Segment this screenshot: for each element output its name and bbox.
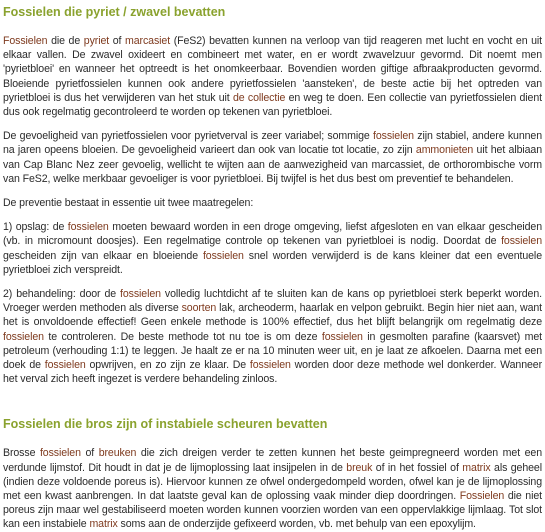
text-run: die de: [47, 35, 84, 47]
inline-link[interactable]: fossielen: [373, 130, 414, 143]
text-run: opwrijven, en zo zijn ze klaar. De: [85, 359, 250, 372]
inline-link[interactable]: Fossielen: [3, 35, 48, 47]
inline-link[interactable]: breuken: [98, 447, 137, 460]
inline-link[interactable]: matrix: [462, 461, 491, 474]
text-run: snel worden verwijderd is de kans kleiner dat een eventuele pyrietbloei zich verspreidt.: [3, 249, 542, 276]
inline-link[interactable]: de collectie: [232, 91, 286, 104]
text-run: die zich dreigen verder te zetten kunnen het beste geimpregneerd worden met een verdunde lijmstof. Dit houdt in dat je de lijmoplossing laat insijpelen in de: [3, 447, 542, 474]
text-run: soms aan de onderzijde gefixeerd worden, vb. met behulp van een epoxylijm.: [117, 518, 476, 531]
text-run: in gesmolten parafine (kaarsvet) met petroleum (verhouding 1:1) te leggen. Je haalt ze er na 10 minuten weer uit, en je laat ze afkoelen. Daarna met een doek de: [3, 330, 542, 372]
text-run: zijn stabiel, andere kunnen na jaren opeens bloeien. De gevoeligheid varieert dan ook van locatie tot locatie, zo zijn: [3, 130, 542, 157]
section-heading-bros: Fossielen die bros zijn of instabiele scheuren bevatten: [3, 417, 328, 432]
inline-link[interactable]: fossielen: [120, 288, 161, 301]
inline-link[interactable]: marcasiet: [125, 35, 171, 47]
text-run: die niet poreus zijn maar wel gestabiliseerd moeten worden kunnen voorzien worden van een oppervlakkige lijmlaag. Tot slot kan een instabiele: [3, 490, 542, 531]
inline-link[interactable]: fossielen: [202, 249, 244, 262]
paragraph: [3, 287, 542, 386]
text-run: moeten bewaard worden in een droge omgeving, liefst afgesloten en van elkaar gescheiden (vb. in micromount doosjes). Een regelmatige controle op tekenen van pyrietbloei is nodig. Doordat de: [3, 221, 543, 248]
inline-link[interactable]: ammonieten: [415, 144, 474, 157]
text-run: De preventie bestaat in essentie uit twee maatregelen:: [3, 197, 254, 210]
inline-link[interactable]: Fossielen: [459, 490, 505, 503]
paragraph: [3, 220, 542, 277]
text-run: lak, archeoderm, haarlak en velpon gebruikt. Begin hier niet aan, want het is onvoldoende effectief! Geen enkele methode is 100% effectief, dus het blijft belangrijk om regelmatig deze: [3, 302, 542, 329]
text-run: gescheiden zijn van elkaar en bloeiende: [3, 249, 203, 262]
inline-link[interactable]: fossielen: [321, 330, 363, 343]
text-run: Brosse: [3, 447, 40, 460]
text-run: (FeS2) bevatten kunnen na verloop van tijd reageren met lucht en vocht en uit elkaar vallen. De zwavel oxideert en combineert met water, en er wordt zwavelzuur gevormd. Dit noemt men 'pyrietbloei' en wanneer het optreedt is het onomkeerbaar. Bovendien worden giftige afbraakproducten gevormd. Bloeiende pyrietfossielen kunnen ook andere pyrietfossielen 'aansteken', de beste actie bij het optreden van pyrietbloei is dus het verwijderen van het stuk uit: [3, 35, 543, 104]
text-run: De gevoeligheid van pyrietfossielen voor pyrietverval is zeer variabel; sommige: [3, 130, 374, 143]
inline-link[interactable]: fossielen: [44, 359, 86, 372]
inline-link[interactable]: fossielen: [3, 330, 44, 343]
text-run: uit het albiaan van Cap Blanc Nez zeer gevoelig, wellicht te wijten aan de aanwezigheid van marcassiet, de orthorombische vorm van FeS2, welke merkbaar gevoeliger is voor pyrietbloei. Bij twijfel is het dus best om preventief te behandelen.: [3, 144, 542, 185]
inline-link[interactable]: fossielen: [249, 359, 291, 372]
text-run: of: [80, 447, 99, 460]
paragraph: [3, 196, 542, 210]
inline-link[interactable]: matrix: [89, 518, 118, 531]
text-run: 1) opslag: de: [3, 221, 68, 234]
paragraph: [3, 129, 542, 186]
text-run: volledig luchtdicht af te sluiten kan de kans op pyrietbloei sterk beperkt worden. Vroeger werden methoden als diverse: [3, 288, 542, 315]
text-run: 2) behandeling: door de: [3, 288, 121, 301]
inline-link[interactable]: breuk: [346, 461, 373, 474]
text-run: of: [109, 35, 126, 47]
inline-link[interactable]: fossielen: [67, 221, 109, 234]
text-run: te controleren. De beste methode tot nu toe is om deze: [43, 330, 322, 343]
paragraph: [3, 446, 542, 531]
inline-link[interactable]: fossielen: [39, 447, 81, 460]
paragraph: [3, 34, 542, 119]
inline-link[interactable]: pyriet: [83, 35, 110, 47]
inline-link[interactable]: fossielen: [501, 235, 542, 248]
section-heading-pyriet: Fossielen die pyriet / zwavel bevatten: [3, 5, 226, 19]
text-run: worden door deze methode wel donkerder. Wanneer het verval zich heeft ingezet is verdere behandeling zinloos.: [3, 359, 543, 386]
text-run: als geheel (indien deze voldoende poreus is). Hiervoor kunnen ze ofwel ondergedompeld worden, ofwel kan je de lijmoplossing met een kwast aanbrengen. In dat laatste geval kan de oplossing vaak minder diep doordringen.: [3, 461, 542, 503]
text-run: of in het fossiel of: [372, 461, 463, 474]
text-run: en weg te doen. Een collectie van pyrietfossielen dient dus ook regelmatig gecontroleerd te worden op tekenen van pyrietbloei.: [3, 91, 542, 119]
inline-link[interactable]: soorten: [181, 302, 217, 315]
